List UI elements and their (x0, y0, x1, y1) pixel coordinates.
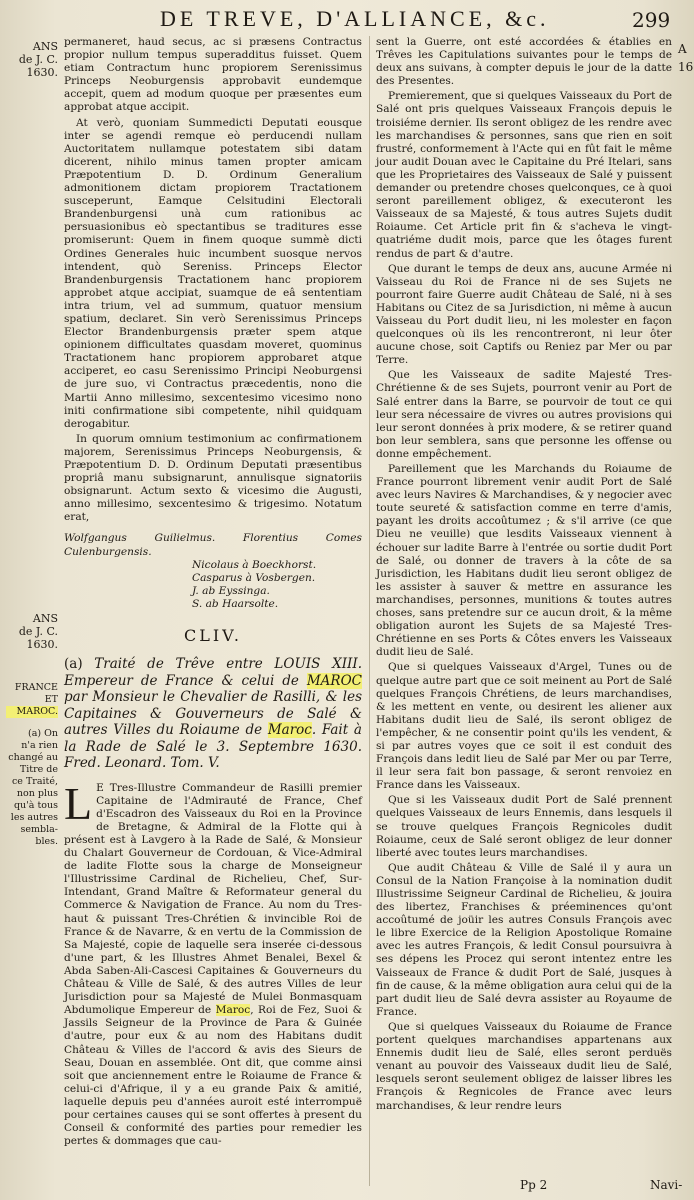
heading-text: par Monsieur le Chevalier de Rasilli, & les Capitaines & Gouverneurs de Salé & autres Villes du Roiaume de (64, 689, 362, 739)
note-line: changé au (8, 752, 58, 763)
note-line: ce Traité, (11, 776, 58, 787)
section-number: CLIV. (183, 626, 243, 646)
note-line: sembla- (20, 824, 58, 835)
french-paragraph: Que si quelques Vaisseaux du Roiaume de France portent quelques marchandises appartenans aux Ennemis dudit lieu de Salé, elles seront perduës venant au pouvoir des Vaisseaux dudit lieu de Salé, lesquels seront seulement obligez de laisser libres les François & Regnicoles de France avec leurs marchandises, & leur rendre leurs (376, 1020, 672, 1112)
drop-cap: L (64, 777, 93, 829)
catchword: Navi- (650, 1178, 683, 1192)
page-footer (0, 1178, 694, 1196)
latin-paragraph: permaneret, haud secus, ac si præsens Contractus propior nullum tempus superadditus fuisset. Quem etiam Contractum hunc propiorem Serenissimus Princeps Neoburgensis approbavit eundemque accepit, quem ad modum quoque per præsentes eum approbat atque accipit. (64, 36, 362, 114)
french-paragraph: Premierement, que si quelques Vaisseaux du Port de Salé ont pris quelques Vaisseaux François depuis le troisiéme dernier. Ils seront obligez de les rendre avec les marchandises & personnes, sans que rien en soit frustré, conformement à l'Acte qui en fût fait le même jour audit Douan avec le Capitaine du Pré Itelari, sans que les Proprietaires des Vaisseaux de Salé y puissent demander ou pretendre choses quelconques, ce à quoi seront pareillement obligez, & executeront les Vaisseaux de sa Majesté, & tous autres Sujets dudit Roiaume. Cet Article prit fin & s'acheva le vingt-quatriéme dudit mois, parce que les ôtages furent rendus de part & d'autre. (376, 90, 672, 260)
signature-line: Casparus à Vosbergen. (192, 571, 316, 584)
margin-text: MAROC. (6, 706, 58, 718)
note-line: non plus (16, 788, 58, 799)
footnote-marker: (a) (64, 656, 83, 673)
note-line: Titre de (19, 764, 58, 775)
body-text: E Tres-Illustre Commandeur de Rasilli premier Capitaine de l'Admirauté de France, Chef d'Escadron des Vaisseaux du Roi en la Province de Bretagne, & Admiral de la Flotte qui à présent est à Lavgero à la Rade de Salé, & Monsieur du Chalart Gouverneur de Cordouan, & Vice-Admiral de ladite Flotte sous la charge de Monseigneur l'Illustrissime Cardinal de Richelieu, Chef, Sur-Intendant, Grand Maître & Reformateur general du Commerce & Navigation de France. Au nom du Tres-haut & puissant Tres-Chrétien & invincible Roi de France & de Navarre, & en vertu de la Commission de Sa Majesté, copie de laquelle sera inserée ci-dessous d'une part, & les Illustres Ahmet Benalei, Bexel & Abda Saben-Ali-Cascesi Capitaines & Gouverneurs du Château & Ville de Salé, & des autres Villes de leur Jurisdiction pour sa Majesté de Mulei Bonmasquam Abdumolique Empereur de (64, 781, 362, 1017)
body-text: , Roi de Fez, Suoi & Jassils Seigneur de la Province de Para & Guinée d'autre, pour eux & au nom des Habitans dudit Château & Villes de l'accord & avis des Sieurs de Seau, Douan en assemblée. Ont dit, que comme ainsi soit que anciennement entre le Roiaume de France & celui-ci d'Afrique, il y a eu grande Paix & amitié, laquelle depuis peu d'années auroit esté interrompuë pour certaines causes qui se sont offertes à present du Conseil & conformité des parties pour remedier les pertes & dommages que cau- (64, 1004, 363, 1148)
signature-line: S. ab Haarsolte. (192, 597, 279, 610)
page-number: 299 (632, 8, 671, 32)
signature-line: Nicolaus à Boeckhorst. (192, 558, 317, 571)
margin-text: de J. C. (18, 53, 58, 66)
edge-text: 16 (678, 60, 694, 74)
margin-text: ET (44, 694, 58, 705)
signature-mark: Pp 2 (520, 1178, 548, 1192)
column-divider (369, 36, 370, 1186)
margin-text: de J. C. (18, 625, 58, 638)
margin-text: ANS (32, 40, 58, 53)
note-line: les autres (10, 812, 58, 823)
highlighted-term: Maroc (267, 722, 312, 739)
margin-text: FRANCE (14, 682, 58, 693)
french-paragraph: Que si les Vaisseaux dudit Port de Salé prennent quelques Vaisseaux de leurs Ennemis, dans lesquels il se trouve quelques François Regnicoles dudit Roiaume, ceux de Salé seront obligez de leur donner liberté avec toutes leurs marchandises. (376, 794, 672, 859)
note-line: bles. (35, 836, 58, 847)
french-paragraph: Que les Vaisseaux de sadite Majesté Tres-Chrétienne & de ses Sujets, pourront venir au Port de Salé entrer dans la Barre, se pourvoir de tout ce qui leur sera nécessaire de vivres ou autres provisions qui leur seront données à prix modere, & se retirer quand bon leur semblera, sans que personne les offense ou donne empêchement. (376, 369, 672, 460)
latin-paragraph: In quorum omnium testimonium ac confirmationem majorem, Serenissimus Princeps Neoburgensis, & Præpotentium D. D. Ordinum Deputati præsentibus propriâ manu subsignarunt, annulisque signatoriis obsignarunt. Actum sexto & vicesimo die Augusti, anno millesimo, sexcentesimo & trigesimo. Notatum erat, (64, 432, 362, 524)
note-line: n'a rien (21, 740, 58, 751)
treaty-body (64, 777, 363, 1149)
margin-text: 1630. (26, 638, 58, 651)
signatures (64, 532, 362, 611)
margin-labels (6, 682, 58, 718)
treaty-heading (64, 656, 362, 772)
running-title: DE TREVE, D'ALLIANCE, &c. (160, 6, 550, 31)
margin-text: 1630. (26, 66, 58, 79)
signature-line: Wolfgangus Guilielmus. Florentius Comes Culenburgensis. (64, 532, 362, 558)
margin-year-top (6, 40, 58, 79)
page-header (0, 6, 694, 32)
right-edge-fragment (678, 40, 694, 76)
right-column (376, 36, 672, 1115)
note-line: qu'à tous (13, 800, 58, 811)
heading-text: Traité de Trêve entre LOUIS XIII. Empereur de France & celui de (64, 656, 362, 689)
french-paragraph: Que si quelques Vaisseaux d'Argel, Tunes ou de quelque autre part que ce soit meinent au Port de Salé quelques François Chrétiens, de leurs marchandises, & les mettent en vente, ou desirent les aliener aux Habitans dudit lieu de Salé, ils seront obligez de l'empêcher, & ne consentir point qu'ils les vendent, & si par autres voyes que ce soit il est conduit des François dans ledit lieu de Salé par Mer ou par Terre, il leur sera fait bon passage, & seront renvoiez en France dans les Vaisseaux. (376, 661, 672, 792)
note-line: (a) On (27, 728, 58, 739)
edge-text: A (678, 42, 687, 56)
margin-year-mid (6, 612, 58, 651)
margin-note (6, 728, 58, 848)
french-paragraph: sent la Guerre, ont esté accordées & établies en Trêves les Capitulations suivantes pour le temps de deux ans suivans, à compter depuis le jour de la datte des Presentes. (376, 36, 672, 88)
highlighted-term: MAROC (306, 672, 362, 689)
french-paragraph: Pareillement que les Marchands du Roiaume de France pourront librement venir audit Port de Salé avec leurs Navires & Marchandises, & y negocier avec toute seureté & satisfaction comme en terre d'amis, payant les droits accoûtumez ; & s'il arrive (ce que Dieu ne veuille) que lesdits Vaisseaux viennent à échouer sur ladite Barre à l'entrée ou sortie dudit Port de Salé, ou donner de travers à la côte de sa Jurisdiction, les Habitans dudit lieu seront obligez de les assister à sauver & mettre en assurance les marchandises, personnes, munitions & toutes autres choses, sans pretendre sur ce aucun droit, & la même obligation auront les Sujets de sa Majesté Tres-Chrétienne en ses Ports & Côtes envers les Vaisseaux dudit lieu de Salé. (376, 463, 672, 659)
highlighted-term: Maroc (215, 1004, 251, 1017)
latin-paragraph: At verò, quoniam Summedicti Deputati eousque inter se agendi remque eò perducendi nullam Auctoritatem nullamque potestatem sibi datam dicerent, nihilo minus tamen propter amicam Præpotentium D. D. Ordinum Generalium admonitionem dictam propiorem Tractationem susceperunt, Eamque Celsitudini Electorali Brandenburgensi unà cum rationibus ac persuasionibus eò spectantibus se traditures esse promiserunt: Quem in finem quoque summè dicti Ordines Generales huic incumbent suosque nervos intendent, quò Sereniss. Princeps Elector Brandenburgensis Tractationem hanc propiorem approbet atque accipiat, suamque de eâ sententiam intra trium, vel ad summum, quatuor mensium spatium, declaret. Sin verò Serenissimus Princeps Elector Brandenburgensis præter spem atque opinionem difficultates quasdam moveret, quominus Tractationem hanc propiorem approbaret atque acciperet, eo casu Serenissimo Principi Neoburgensi de jure suo, vi Contractus præcedentis, nono die Martii Anno millesimo, sexcentesimo vicesimo nono initi confirmatione sibi competente, nihil quidquam derogabitur. (64, 116, 362, 430)
heading-text: . Fait à la Rade de Salé le 3. Septembre 1630. Fred. Leonard. Tom. V. (64, 722, 362, 772)
french-paragraph: Que audit Château & Ville de Salé il y aura un Consul de la Nation Françoise à la nomination dudit Illustrissime Seigneur Cardinal de Richelieu, & jouira des libertez, Franchises & préeminences qu'ont accoûtumé de joüir les autres Consuls François avec le libre Exercice de la Religion Apostolique Romaine avec les autres François, & ledit Consul poursuivra à ses dépens les Procez qui seront intentez entre les Vaisseaux de France & dudit Port de Salé, jusques à fin de cause, & la même obligation aura celui qui de la part dudit lieu de Salé devra assister au Royaume de France. (376, 861, 672, 1018)
french-paragraph: Que durant le temps de deux ans, aucune Armée ni Vaisseau du Roi de France ni de ses Sujets ne pourront faire Guerre audit Château de Salé, ni à ses Habitans ou Citez de sa Jurisdiction, ni même à aucun Vaisseau du Port dudit lieu, ni les molester en façon quelconques où ils les rencontreront, ni leur ôter aucune chose, soit Captifs ou Reniez par Mer ou par Terre. (376, 262, 672, 367)
signature-line: J. ab Eyssinga. (192, 584, 270, 597)
margin-text: ANS (32, 612, 58, 625)
left-column (64, 36, 362, 1148)
